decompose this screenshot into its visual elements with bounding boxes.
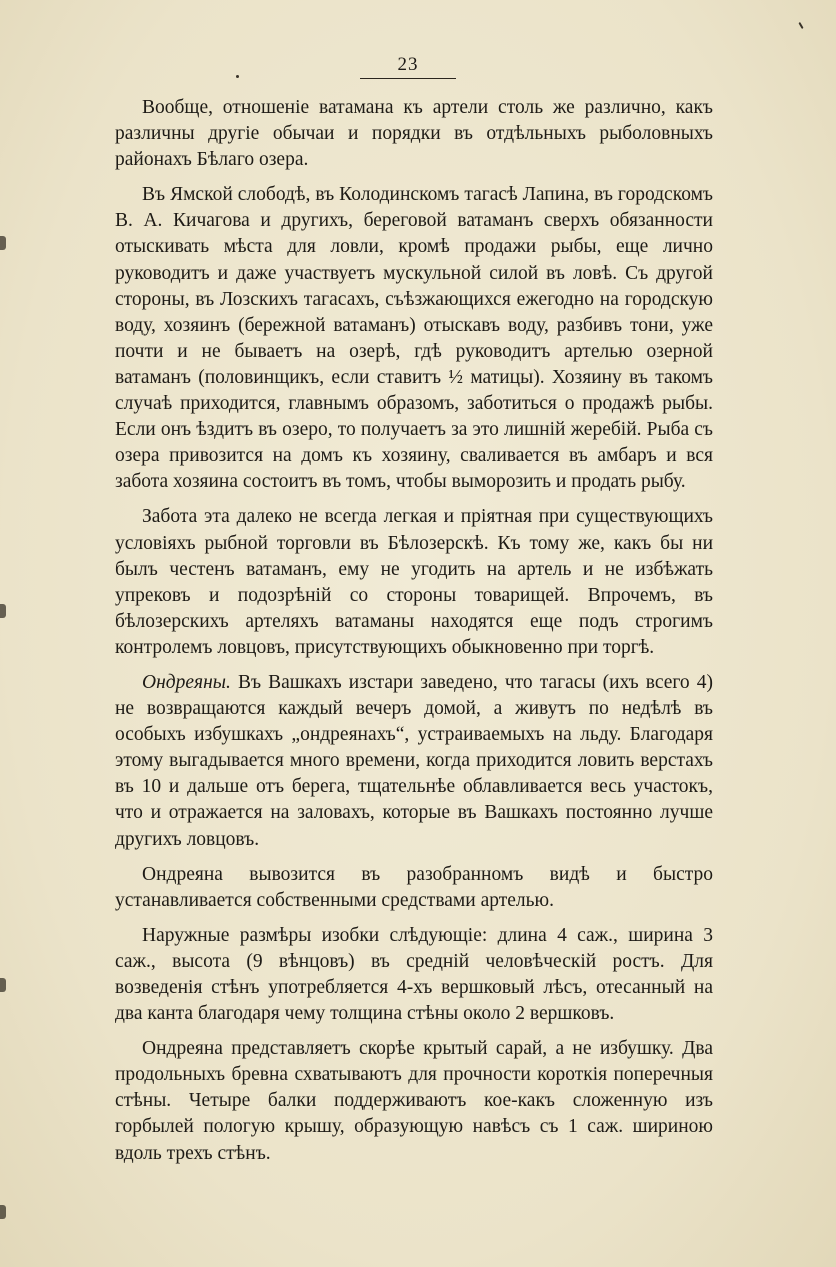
paragraph-5 bbox=[115, 862, 713, 914]
body-text bbox=[115, 95, 713, 1176]
paragraph-4 bbox=[115, 670, 713, 853]
paragraph-7 bbox=[115, 1036, 713, 1166]
page-edge-mark bbox=[0, 1205, 6, 1219]
paragraph-3 bbox=[115, 504, 713, 661]
paragraph-text: Забота эта далеко не всегда легкая и пріятная при существующихъ условіяхъ рыбной торговли въ Бѣлозерскѣ. Къ тому же, какъ бы ни былъ честенъ ватаманъ, ему не угодить на артель и не избѣжать упрековъ и подозрѣній со стороны товарищей. Впрочемъ, въ бѣлозерскихъ артеляхъ ватаманы находятся еще подъ строгимъ контролемъ ловцовъ, присутствующихъ обыкновенно при торгѣ. bbox=[115, 506, 713, 658]
print-speck bbox=[798, 22, 803, 29]
page-number: 23 bbox=[397, 54, 419, 75]
paragraph-6 bbox=[115, 923, 713, 1027]
page-edge-mark bbox=[0, 236, 6, 250]
page-edge-mark bbox=[0, 978, 6, 992]
section-lead-heading: Ондреяны. bbox=[142, 671, 231, 693]
paragraph-text: Вообще, отношеніе ватамана къ артели столь же различно, какъ различны другіе обычаи и порядки въ отдѣльныхъ рыболовныхъ районахъ Бѣлаго озера. bbox=[115, 97, 713, 171]
paragraph-1 bbox=[115, 95, 713, 173]
paragraph-text: Ондреяна представляетъ скорѣе крытый сарай, а не избушку. Два продольныхъ бревна схватываютъ для прочности короткія поперечныя стѣны. Четыре балки поддерживаютъ кое-какъ сложенную изъ горбылей пологую крышу, образующую навѣсъ съ 1 саж. шириною вдоль трехъ стѣнъ. bbox=[115, 1038, 713, 1164]
paragraph-text: Ондреяна вывозится въ разобранномъ видѣ и быстро устанавливается собственными средствами артелью. bbox=[115, 863, 713, 911]
paragraph-2 bbox=[115, 182, 713, 495]
paragraph-text: Наружные размѣры изобки слѣдующіе: длина 4 саж., ширина 3 саж., высота (9 вѣнцовъ) въ средній человѣческій ростъ. Для возведенія стѣнъ употребляется 4-хъ вершковый лѣсъ, отесанный на два канта благодаря чему толщина стѣны около 2 вершковъ. bbox=[115, 924, 713, 1025]
paragraph-text: Въ Вашкахъ изстари заведено, что тагасы (ихъ всего 4) не возвращаются каждый вечеръ домой, а живутъ по недѣлѣ въ особыхъ избушкахъ „ондреянахъ“, устраиваемыхъ на льду. Благодаря этому выгадывается много времени, когда приходится ловить верстахъ въ 10 и дальше отъ берега, тщательнѣе облавливается весь участокъ, что и отражается на заловахъ, которые въ Вашкахъ постоянно лучше другихъ ловцовъ. bbox=[115, 671, 713, 850]
print-speck bbox=[236, 75, 239, 78]
paragraph-text: Въ Ямской слободѣ, въ Колодинскомъ тагасѣ Лапина, въ городскомъ В. А. Кичагова и другихъ, береговой ватаманъ сверхъ обязанности отыскивать мѣста для ловли, кромѣ продажи рыбы, еще лично руководитъ и даже участвуетъ мускульной силой въ ловѣ. Съ другой стороны, въ Лозскихъ тагасахъ, съѣзжающихся ежегодно на городскую воду, хозяинъ (бережной ватаманъ) отыскавъ воду, разбивъ тони, уже почти и не бываетъ на озерѣ, гдѣ руководитъ артелью озерной ватаманъ (половинщикъ, если ставитъ ½ матицы). Хозяину въ такомъ случаѣ приходится, главнымъ образомъ, заботиться о продажѣ рыбы. Если онъ ѣздитъ въ озеро, то получаетъ за это лишній жеребій. Рыба съ озера привозится на домъ къ хозяину, сваливается въ амбаръ и вся забота хозяина состоитъ въ томъ, чтобы выморозить и продать рыбу. bbox=[115, 184, 713, 493]
page-number-rule bbox=[360, 78, 456, 79]
page-edge-mark bbox=[0, 604, 6, 618]
